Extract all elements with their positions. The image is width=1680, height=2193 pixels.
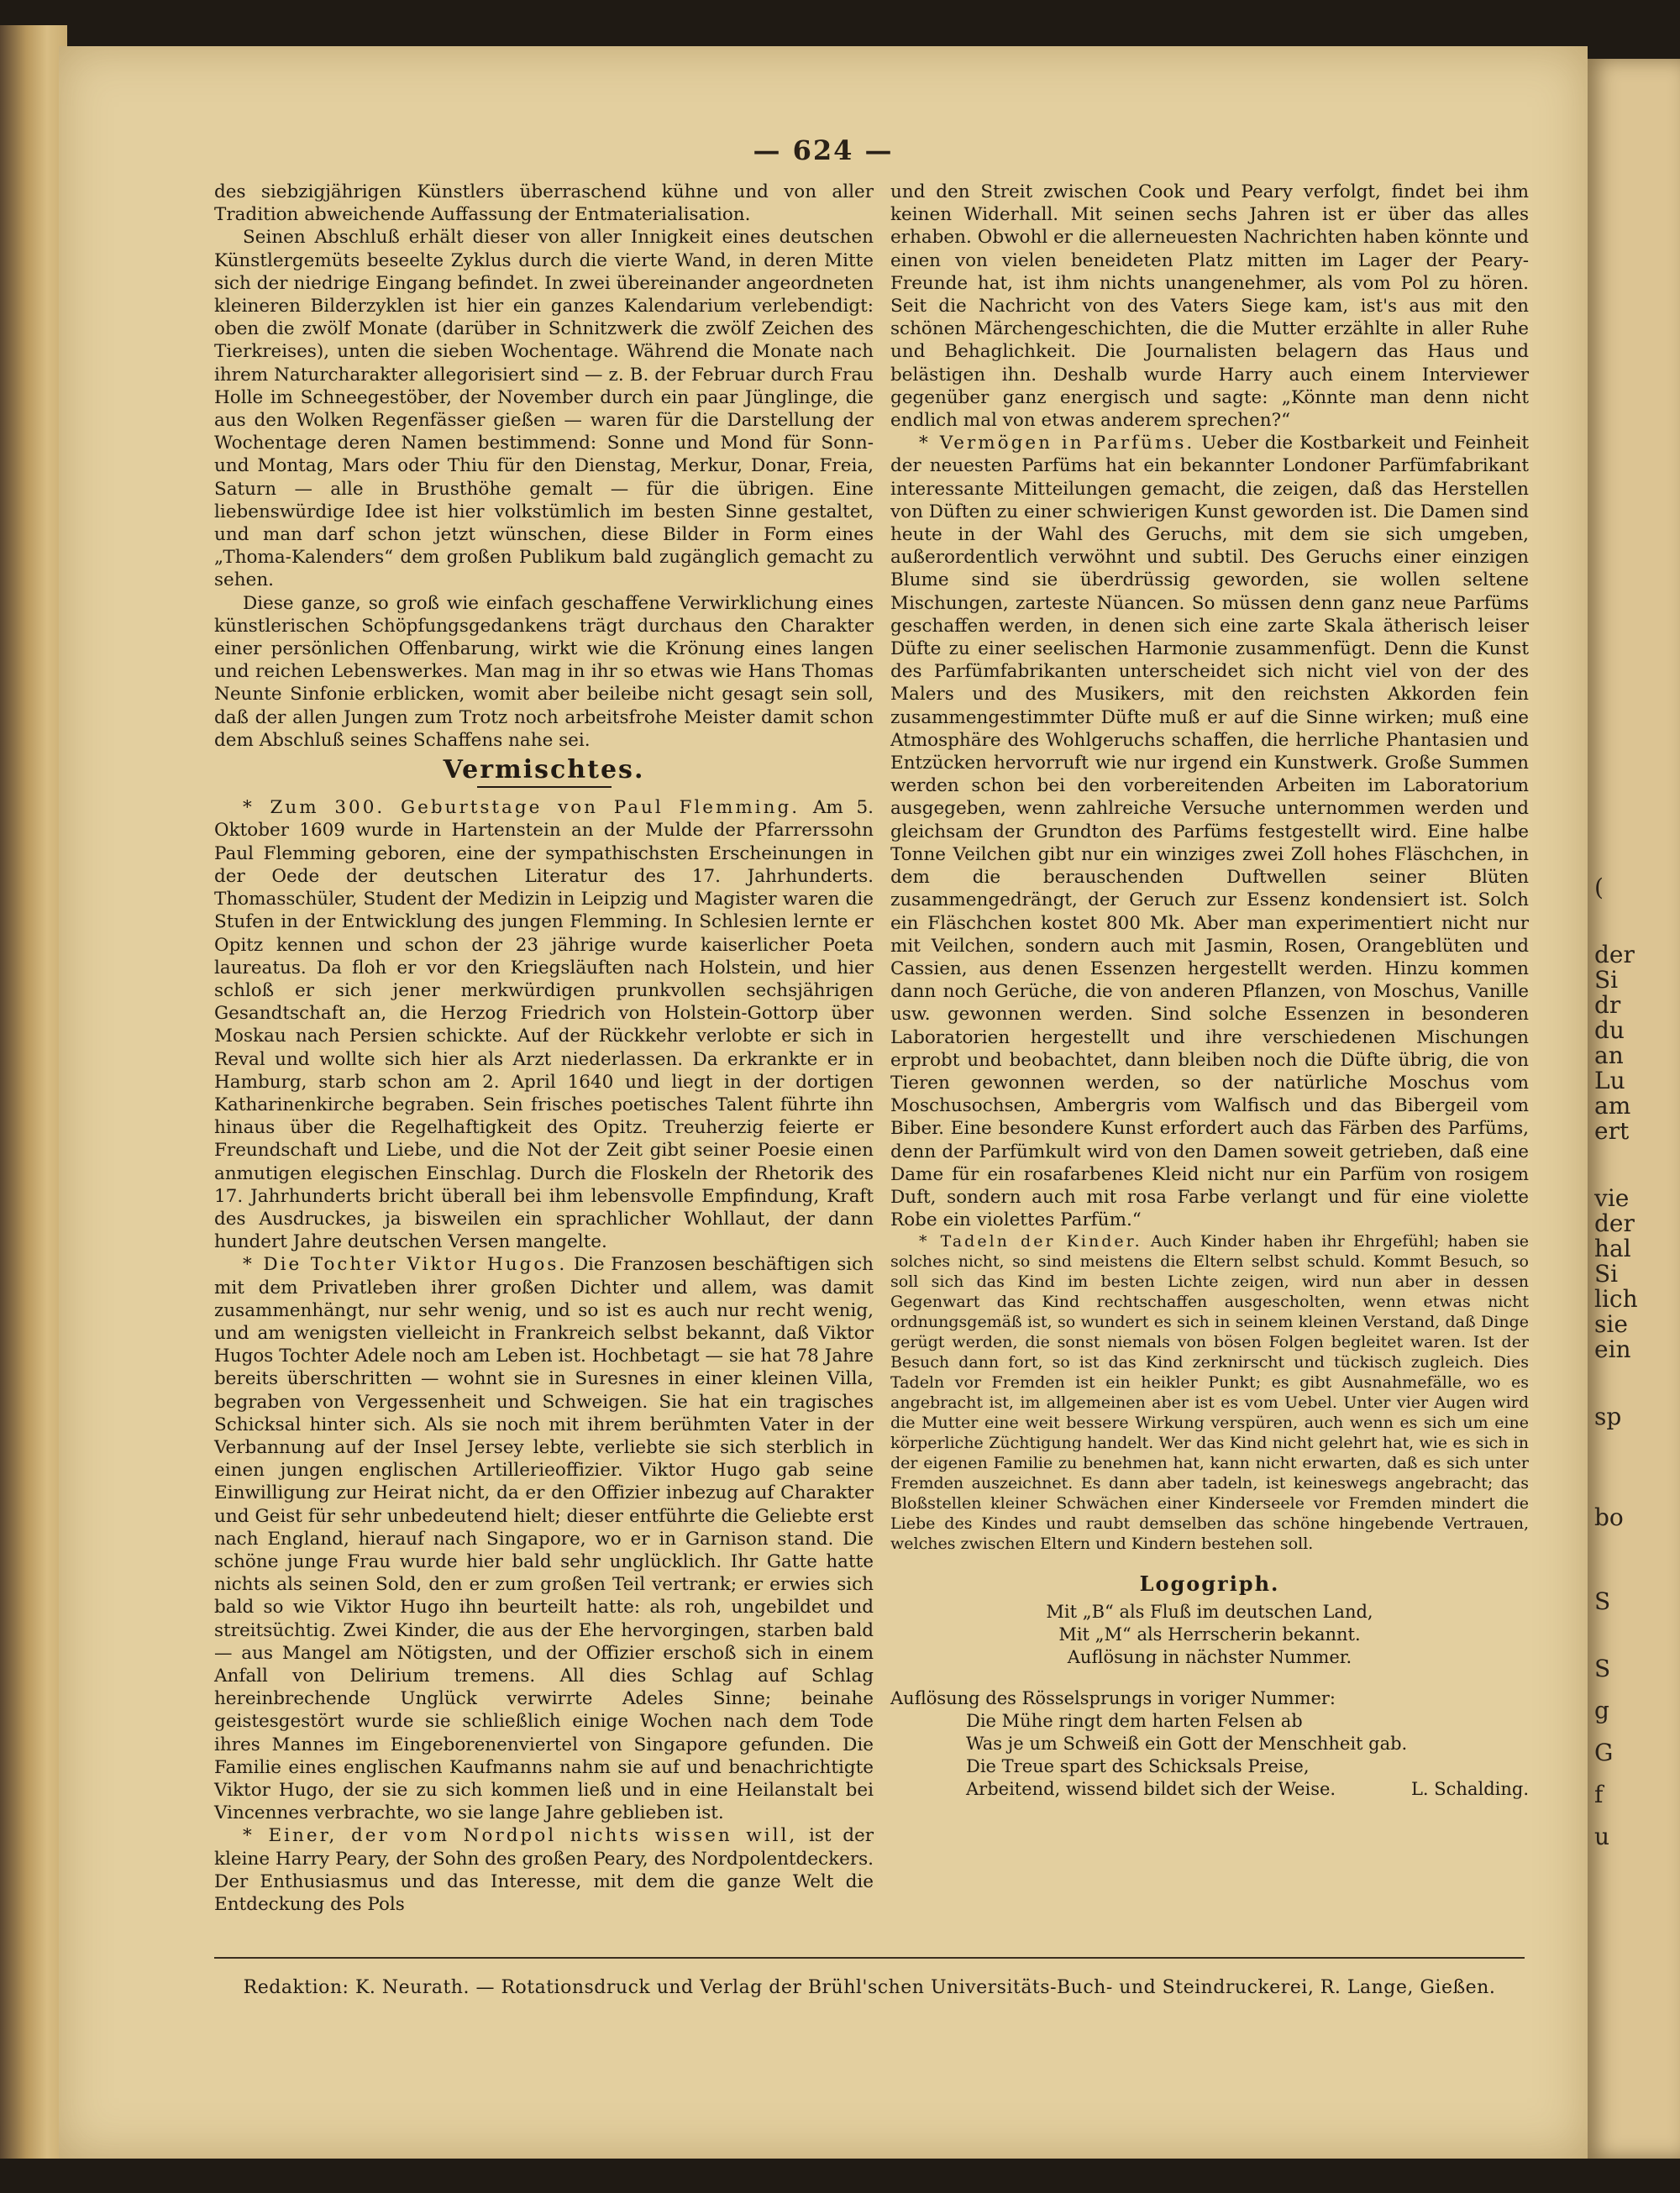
imprint-footer: Redaktion: K. Neurath. — Rotationsdruck und Verlag der Brühl'schen Universitäts-Buch- und Steindruckerei, R. Lange, Gießen. — [243, 1977, 1496, 1998]
puzzle-solution — [890, 1687, 1529, 1801]
parfum-article — [890, 432, 1529, 1231]
left-column — [214, 181, 874, 1916]
adjacent-page-fragment: S — [1594, 1587, 1611, 1615]
adjacent-page-fragment: hal — [1594, 1235, 1631, 1262]
adjacent-page-fragment: lich — [1594, 1285, 1638, 1313]
adjacent-page-fragment: sie — [1594, 1310, 1628, 1338]
tabeln-body: Auch Kinder haben ihr Ehrgefühl; haben sie solches nicht, so sind meistens die Eltern selbst schuld. Kommt Besuch, so soll sich das Kind im besten Lichte zeigen, wird nun aber in dessen Gegenwart das Kind rechtschaffen ausgescholten, wenn etwas nicht ordnungsgemäß ist, so wundert es sich in seinem kleinen Verstand, daß Dinge gerügt werden, die sonst niemals von bösen Folgen begleitet waren. Ist der Besuch dann fort, so ist das Kind zerknirscht und tückisch zugleich. Dies Tadeln vor Fremden ist ein heikler Punkt; es gibt Ausnahmefälle, wo es angebracht ist, im allgemeinen aber ist es vom Uebel. Unter vier Augen wird die Mutter eine weit bessere Wirkung verspüren, auch wenn es sich um eine körperliche Züchtigung handelt. Wer das Kind nicht gelehrt hat, wie es sich in der eigenen Familie zu benehmen hat, kann nicht erwarten, daß es sich unter Fremden auszeichnet. Es dann aber tadeln, ist keineswegs angebracht; das Bloßstellen kleiner Schwächen einer Kinderseele vor Fremden mindert die Liebe des Kindes und raubt demselben das schöne hingebende Vertrauen, welches zwischen Eltern und Kindern bestehen soll. — [890, 1232, 1529, 1554]
adjacent-page-fragment: Si — [1594, 1260, 1619, 1288]
adjacent-page-fragment: ( — [1594, 874, 1604, 901]
logogriph-line: Mit „M“ als Herrscherin bekannt. — [1058, 1624, 1361, 1645]
adjacent-page-fragment: bo — [1594, 1503, 1624, 1531]
adjacent-page-fragment: S — [1594, 1655, 1611, 1682]
flemming-body: Am 5. Oktober 1609 wurde in Hartenstein an der Mulde der Pfarrerssohn Paul Flemming geboren, eine der sympathischsten Erscheinungen in der Oede der deutschen Literatur des 17. Jahrhunderts. Thomasschüler, Student der Medizin in Leipzig und Magister waren die Stufen in der Entwicklung des jungen Flemming. In Schlesien lernte er Opitz kennen und schon der 23 jährige wurde kaiserlicher Poeta laureatus. Da floh er vor den Kriegsläuften nach Holstein, und hier schloß er sich jener merkwürdigen prunkvollen sechsjährigen Gesandtschaft an, die Herzog Friedrich von Holstein-Gottorp über Moskau nach Persien schickte. Auf der Rückkehr verlobte er sich in Reval und wollte sich hier als Arzt niederlassen. Da erkrankte er in Hamburg, starb schon am 2. April 1640 und liegt in der dortigen Katharinenkirche begraben. Sein frisches poetisches Talent führte ihn hinaus über die Regelhaftigkeit des Opitz. Treuherzig feierte er Freundschaft und Liebe, und die Not der Zeit gibt seiner Poesie einen anmutigen elegischen Einschlag. Durch die Floskeln der Rhetorik des 17. Jahrhunderts bricht überall bei ihm lebensvolle Empfindung, Kraft des Ausdruckes, ja bisweilen ein sprachlicher Wohllaut, der dann hundert Jahre deutschen Versen mangelte. — [214, 797, 874, 1253]
adjacent-page-fragment: sp — [1594, 1403, 1622, 1430]
adjacent-page-fragment: u — [1594, 1823, 1610, 1850]
peary-body: ist der kleine Harry Peary, der Sohn des großen Peary, des Nordpolentdeckers. Der Enthusiasmus und das Interesse, mit dem die ganze Welt die Entdeckung des Pols — [214, 1825, 874, 1916]
adjacent-page-strip — [1588, 59, 1680, 2159]
thoma-paragraph-2: Seinen Abschluß erhält dieser von aller Innigkeit eines deutschen Künstlergemüts beseelte Zyklus durch die vierte Wand, in deren Mitte sich der niedrige Eingang befindet. In zwei übereinander angeordneten kleineren Bilderzyklen ist hier ein ganzes Kalendarium verlebendigt: oben die zwölf Monate (darüber in Schnitzwerk die zwölf Zeichen des Tierkreises), unten die sieben Wochentage. Während die Monate nach ihrem Naturcharakter allegorisiert sind — z. B. der Februar durch Frau Holle im Schneegestöber, der November durch ein paar Jünglinge, die aus den Wolken Regenfässer gießen — waren für die Darstellung der Wochentage deren Namen bestimmend: Sonne und Mond für Sonn- und Montag, Mars oder Thiu für den Dienstag, Merkur, Donar, Freia, Saturn — alle in Brusthöhe gemalt — für die übrigen. Eine liebenswürdige Idee ist hier volkstümlich im besten Sinne gestaltet, und man darf schon jetzt wünschen, diese Bilder in Form eines „Thoma-Kalenders“ dem großen Publikum bald zugänglich gemacht zu sehen. — [214, 227, 874, 591]
right-column — [890, 181, 1529, 1801]
adjacent-page-fragment: g — [1594, 1697, 1609, 1724]
solution-line: Die Mühe ringt dem harten Felsen ab — [966, 1710, 1303, 1731]
page-number: — 624 — — [753, 134, 894, 166]
tabeln-headline: * Tadeln der Kinder. — [919, 1232, 1142, 1251]
logogriph-line: Auflösung in nächster Nummer. — [1067, 1646, 1352, 1667]
adjacent-page-fragment: Si — [1594, 966, 1619, 994]
solution-signature: L. Schalding. — [1410, 1778, 1529, 1799]
logogriph-puzzle — [890, 1572, 1529, 1668]
tabeln-article — [890, 1231, 1529, 1554]
solution-title: Auflösung des Rösselsprungs in voriger Nummer: — [890, 1687, 1336, 1708]
section-title-vermischtes: Vermischtes. — [443, 755, 645, 785]
adjacent-page-fragment: vie — [1594, 1184, 1630, 1212]
flemming-article — [214, 796, 874, 1253]
solution-line: Was je um Schweiß ein Gott der Menschheit gab. — [966, 1733, 1408, 1754]
peary-headline: * Einer, der vom Nordpol nichts wissen will, — [243, 1825, 798, 1847]
adjacent-page-fragment: am — [1594, 1092, 1631, 1120]
peary-article — [214, 1824, 874, 1916]
hugo-body: Die Franzosen beschäftigen sich mit dem Privatleben ihrer großen Dichter und allem, was damit zusammenhängt, nur sehr wenig, und so ist es auch nur recht wenig, und am wenigsten vielleicht in Frankreich selbst bekannt, daß Viktor Hugos Tochter Adele noch am Leben ist. Hochbetagt — sie hat 78 Jahre bereits überschritten — wohnt sie in Suresnes in einer kleinen Villa, begraben von Vergessenheit und Schweigen. Sie hat ein tragisches Schicksal hinter sich. Als sie noch mit ihrem berühmten Vater in der Verbannung auf der Insel Jersey lebte, verliebte sie sich sterblich in einen jungen englischen Artillerieoffizier. Viktor Hugo gab seine Einwilligung zur Heirat nicht, da er den Offizier inbezug auf Charakter und Geist für sehr unbedeutend hielt; dieser entführte die Geliebte erst nach England, hierauf nach Singapore, wo er in Garnison stand. Die schöne junge Frau wurde hier bald sehr unglücklich. Ihr Gatte hatte nichts als seinen Sold, den er zum großen Teil vertrank; er erwies sich bald so wie Viktor Hugo ihn beurteilt hatte: als roh, ungebildet und streitsüchtig. Zwei Kinder, die aus der Ehe hervorgingen, starben bald — aus Mangel am Nötigsten, und der Offizier erschoß sich in einem Anfall von Delirium tremens. All dies Schlag auf Schlag hereinbrechende Unglück verwirrte Adeles Sinne; beinahe geistesgestört wurde sie schließlich einige Wochen nach dem Tode ihres Mannes im Eingeborenenviertel von Singapore gefunden. Die Familie eines englischen Kaufmanns nahm sie auf und benachrichtigte Viktor Hugo, der sie zu sich kommen ließ und in eine Heilanstalt bei Vincennes verbrachte, wo sie lange Jahre geblieben ist. — [214, 1254, 874, 1824]
thoma-paragraph-3: Diese ganze, so groß wie einfach geschaffene Verwirklichung eines künstlerischen Schöpfungsgedankens trägt durchaus den Charakter einer persönlichen Offenbarung, wirkt wie die Krönung eines langen und reichen Lebenswerkes. Man mag in ihr so etwas wie Hans Thomas Neunte Sinfonie erblicken, womit aber beileibe nicht gesagt sein soll, daß der allen Jungen zum Trotz noch arbeitsfrohe Meister damit schon dem Abschluß seines Schaffens nahe sei. — [214, 592, 874, 751]
logogriph-line: Mit „B“ als Fluß im deutschen Land, — [1046, 1601, 1373, 1622]
adjacent-page-fragment: Lu — [1594, 1067, 1625, 1094]
adjacent-page-fragment: du — [1594, 1016, 1625, 1044]
thoma-paragraph-1: des siebzigjährigen Künstlers überraschend kühne und von aller Tradition abweichende Auffassung der Entmaterialisation. — [214, 181, 874, 226]
hugo-article — [214, 1253, 874, 1824]
book-page-edges — [0, 25, 67, 2159]
adjacent-page-fragment: G — [1594, 1739, 1614, 1766]
flemming-headline: * Zum 300. Geburtstage von Paul Flemming. — [243, 797, 801, 819]
logogriph-title: Logogriph. — [1139, 1571, 1280, 1597]
hugo-headline: * Die Tochter Viktor Hugos. — [243, 1254, 568, 1276]
section-divider — [477, 786, 612, 788]
solution-line: Die Treue spart des Schicksals Preise, — [966, 1755, 1310, 1776]
adjacent-page-fragment: an — [1594, 1041, 1624, 1069]
solution-line: Arbeitend, wissend bildet sich der Weise. — [966, 1778, 1336, 1799]
peary-continuation: und den Streit zwischen Cook und Peary verfolgt, findet bei ihm keinen Widerhall. Mit seinen sechs Jahren ist er über das alles erhaben. Obwohl er die allerneuesten Nachrichten haben könnte und einen von vielen beneideten Platz mitten im Lager der Peary-Freunde hat, ist ihm nichts unangenehmer, als vom Pol zu hören. Seit die Nachricht von des Vaters Siege kam, ist's aus mit den schönen Märchengeschichten, die die Mutter erzählte in aller Ruhe und Behaglichkeit. Die Journalisten belagern das Haus und belästigen ihn. Deshalb wurde Harry auch einem Interviewer gegenüber ganz energisch und sagte: „Könnte man denn nicht endlich mal von etwas anderem sprechen?“ — [890, 181, 1529, 432]
parfum-headline: * Vermögen in Parfüms. — [919, 433, 1195, 454]
parfum-body: Ueber die Kostbarkeit und Feinheit der neuesten Parfüms hat ein bekannter Londoner Parfümfabrikant interessante Mitteilungen gemacht, die zeigen, daß das Herstellen von Düften zu einer schwierigen Kunst geworden ist. Die Damen sind heute in der Wahl des Geruchs, mit dem sie sich umgeben, außerordentlich verwöhnt und subtil. Des Geruchs einer einzigen Blume sind sie überdrüssig geworden, sie wollen seltene Mischungen, zarteste Nüancen. So müssen denn ganz neue Parfüms geschaffen werden, in denen sich eine zarte Skala ätherisch leiser Düfte zu einer seelischen Harmonie zusammenfügt. Denn die Kunst des Parfümfabrikanten unterscheidet sich nicht viel von der des Malers und des Musikers, mit den reichsten Akkorden fein zusammengestimmter Düfte muß er auf die Sinne wirken; muß eine Atmosphäre des Wohlgeruchs schaffen, die herrliche Phantasien und Entzücken hervorruft wie nur irgend ein Kunstwerk. Große Summen werden schon bei den vorbereitenden Arbeiten im Laboratorium ausgegeben, wenn zahlreiche Versuche unternommen werden und gleichsam der Grundton des Parfüms festgestellt wird. Eine halbe Tonne Veilchen gibt nur ein winziges zwei Zoll hohes Fläschchen, in dem die berauschenden Duftwellen seiner Blüten zusammengedrängt, der Geruch zur Essenz kondensiert ist. Solch ein Fläschchen kostet 800 Mk. Aber man experimentiert nicht nur mit Veilchen, sondern auch mit Jasmin, Rosen, Orangeblüten und Cassien, aus denen Essenzen hergestellt werden. Hinzu kommen dann noch Gerüche, die von anderen Pflanzen, von Moschus, Vanille usw. gewonnen werden. Sind solche Essenzen in besonderen Laboratorien hergestellt und ihre verschiedenen Mischungen erprobt und beobachtet, dann bleiben noch die Düfte übrig, die von Tieren gewonnen werden, so der natürliche Moschus vom Moschusochsen, Ambergris vom Walfisch und das Bibergeil vom Biber. Eine besondere Kunst erfordert auch das Färben des Parfüms, denn der Parfümkult wird von den Damen soweit getrieben, daß eine Dame für ein rosafarbenes Kleid nicht nur ein Parfüm von rosigem Duft, sondern auch mit rosa Farbe verlangt und für eine violette Robe ein violettes Parfüm.“ — [890, 433, 1529, 1231]
footer-rule — [214, 1957, 1525, 1959]
adjacent-page-fragment: dr — [1594, 991, 1621, 1019]
adjacent-page-fragment: der — [1594, 1209, 1635, 1237]
adjacent-page-fragment: f — [1594, 1781, 1604, 1808]
adjacent-page-fragment: der — [1594, 941, 1635, 968]
adjacent-page-fragment: ert — [1594, 1117, 1630, 1145]
solution-line-last — [890, 1778, 1529, 1801]
adjacent-page-fragment: ein — [1594, 1335, 1631, 1363]
